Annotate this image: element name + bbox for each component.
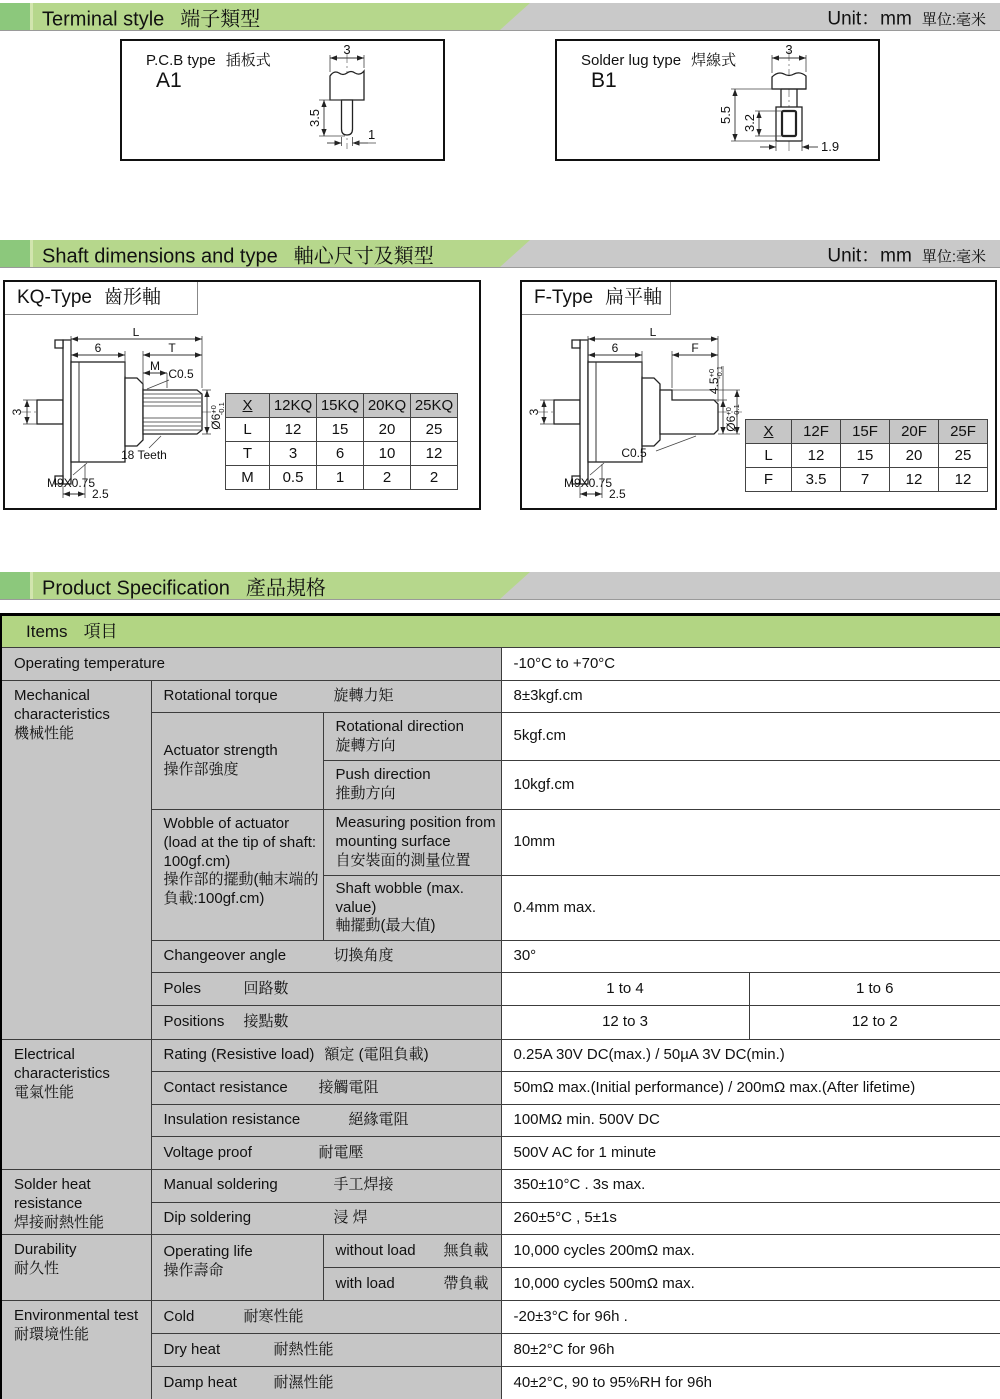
spec-section-title: Product Specification 產品規格 (42, 577, 326, 599)
svg-text:M9X0.75: M9X0.75 (47, 476, 96, 490)
spec-label-cell: Dip soldering 浸 焊 (151, 1202, 501, 1235)
solder-lug-terminal-box (555, 39, 880, 161)
svg-text:3: 3 (785, 43, 793, 57)
spec-label-cell: Operating temperature (1, 648, 501, 681)
shaft-section-header (0, 240, 1000, 268)
spec-value-cell: 50mΩ max.(Initial performance) / 200mΩ max.(After lifetime) (501, 1072, 1000, 1105)
kq-shaft-drawing (9, 328, 227, 504)
unit-label (827, 3, 986, 30)
spec-label-cell: Changeover angle 切換角度 (151, 941, 501, 973)
category-durability: Durability 耐久性 (1, 1235, 151, 1301)
spec-value-cell: 0.4mm max. (501, 876, 1000, 941)
svg-text:F: F (691, 341, 699, 355)
spec-row-operating-temperature (1, 648, 1000, 681)
svg-text:1.9: 1.9 (821, 139, 840, 154)
category-environmental: Environmental test 耐環境性能 (1, 1301, 151, 1399)
pcb-type-label: P.C.B type 插板式 (146, 52, 271, 69)
pcb-code-label: A1 (156, 69, 182, 92)
spec-value-cell: 10,000 cycles 200mΩ max. (501, 1235, 1000, 1268)
b1-terminal-drawing (697, 43, 877, 157)
product-spec-table (0, 613, 1000, 1399)
items-header-cell: Items 項目 (1, 615, 1000, 648)
spec-row-cold (1, 1301, 1000, 1334)
spec-label-cell: Dry heat 耐熱性能 (151, 1334, 501, 1367)
spec-value-cell: 12 to 2 (749, 1006, 1000, 1040)
svg-text:L: L (132, 328, 140, 339)
svg-text:C0.5: C0.5 (621, 446, 647, 460)
spec-section-header (0, 572, 1000, 600)
spec-value-cell: 1 to 4 (501, 973, 749, 1006)
svg-text:18 Teeth: 18 Teeth (121, 448, 167, 462)
spec-row-rating (1, 1040, 1000, 1072)
a1-terminal-drawing (272, 43, 440, 155)
svg-text:2.5: 2.5 (92, 487, 109, 501)
f-type-title: F-Type 扁平軸 (522, 282, 671, 315)
spec-row-positions (1, 1006, 1000, 1040)
spec-value-cell: -20±3°C for 96h . (501, 1301, 1000, 1334)
svg-text:Ø6+0-0.1: $Ø6^{+0}-0.1$ (209, 402, 226, 430)
spec-row-dry-heat (1, 1334, 1000, 1367)
spec-label-cell: Positions 接點數 (151, 1006, 501, 1040)
spec-label-cell: with load 帶負載 (323, 1268, 501, 1301)
header-accent-square (0, 240, 33, 267)
spec-row-voltage-proof (1, 1137, 1000, 1170)
spec-value-cell: 100MΩ min. 500V DC (501, 1105, 1000, 1137)
spec-row-dip-soldering (1, 1202, 1000, 1235)
header-accent-square (0, 572, 33, 599)
spec-label-cell: Insulation resistance 絕緣電阻 (151, 1105, 501, 1137)
svg-text:3: 3 (527, 408, 541, 416)
svg-text:6: 6 (611, 341, 619, 355)
spec-label-cell: Actuator strength 操作部強度 (151, 713, 323, 810)
spec-label-cell: Rotational torque 旋轉力矩 (151, 681, 501, 713)
spec-label-cell: Measuring position from mounting surface 自安裝面的測量位置 (323, 810, 501, 876)
spec-row-without-load (1, 1235, 1000, 1268)
spec-label-cell: Voltage proof 耐電壓 (151, 1137, 501, 1170)
section-title-zh: 端子類型 (180, 8, 261, 30)
f-type-box (520, 280, 997, 510)
svg-text:6: 6 (94, 341, 102, 355)
kq-type-title: KQ-Type 齒形軸 (5, 282, 198, 315)
spec-value-cell: 40±2°C, 90 to 95%RH for 96h (501, 1367, 1000, 1399)
lug-type-label: Solder lug type 焊線式 (581, 52, 737, 69)
unit-zh: 單位:毫米 (921, 11, 986, 28)
svg-text:3: 3 (10, 408, 24, 416)
spec-value-cell: 10mm (501, 810, 1000, 876)
f-table-row: F 3.5 7 12 12 (746, 468, 988, 492)
spec-label-cell: Contact resistance 接觸電阻 (151, 1072, 501, 1105)
svg-text:T: T (168, 341, 176, 355)
spec-label-cell: Rating (Resistive load) 額定 (電阻負載) (151, 1040, 501, 1072)
kq-type-box (3, 280, 481, 510)
spec-label-cell: Rotational direction 旋轉方向 (323, 713, 501, 761)
header-accent-square (0, 3, 33, 30)
kq-dimension-table (225, 393, 458, 490)
spec-value-cell: 0.25A 30V DC(max.) / 50µA 3V DC(min.) (501, 1040, 1000, 1072)
spec-row-contact-resistance (1, 1072, 1000, 1105)
svg-text:2.5: 2.5 (609, 487, 626, 501)
category-mechanical: Mechanical characteristics 機械性能 (1, 681, 151, 1040)
pcb-terminal-box (120, 39, 445, 161)
spec-row-changeover-angle (1, 941, 1000, 973)
spec-value-cell: 500V AC for 1 minute (501, 1137, 1000, 1170)
shaft-section-title: Shaft dimensions and type 軸心尺寸及類型 (42, 245, 434, 267)
svg-text:4.5+0-0.1: $4.5^{+0}-0.1$ (707, 365, 724, 395)
kq-table-row: T 3 6 10 12 (226, 442, 458, 466)
spec-value-cell: 12 to 3 (501, 1006, 749, 1040)
spec-value-cell: 8±3kgf.cm (501, 681, 1000, 713)
svg-text:3: 3 (343, 43, 351, 57)
spec-row-damp-heat (1, 1367, 1000, 1399)
spec-value-cell: 10,000 cycles 500mΩ max. (501, 1268, 1000, 1301)
spec-label-cell: without load 無負載 (323, 1235, 501, 1268)
unit-en: Unit：mm (827, 8, 912, 29)
spec-label-cell: Manual soldering 手工焊接 (151, 1170, 501, 1203)
spec-value-cell: 1 to 6 (749, 973, 1000, 1006)
svg-text:3.5: 3.5 (307, 108, 322, 128)
svg-text:5.5: 5.5 (718, 105, 733, 125)
spec-label-cell: Cold 耐寒性能 (151, 1301, 501, 1334)
svg-text:1: 1 (368, 127, 376, 142)
svg-text:C0.5: C0.5 (168, 367, 194, 381)
terminal-section-title (42, 2, 260, 31)
f-dimension-table (745, 419, 988, 492)
f-table-header-row: X 12F 15F 20F 25F (746, 420, 988, 444)
svg-text:Ø6+0-0.1: $Ø6^{+0}-0.1$ (724, 404, 741, 432)
spec-row-measuring-position (1, 810, 1000, 876)
spec-value-cell: -10°C to +70°C (501, 648, 1000, 681)
f-table-row: L 12 15 20 25 (746, 444, 988, 468)
spec-value-cell: 80±2°C for 96h (501, 1334, 1000, 1367)
spec-label-cell: Shaft wobble (max. value) 軸擺動(最大值) (323, 876, 501, 941)
spec-value-cell: 5kgf.cm (501, 713, 1000, 761)
spec-row-manual-soldering (1, 1170, 1000, 1203)
kq-table-header-row: X 12KQ 15KQ 20KQ 25KQ (226, 394, 458, 418)
svg-text:M: M (150, 359, 160, 373)
category-electrical: Electrical characteristics 電氣性能 (1, 1040, 151, 1170)
spec-value-cell: 10kgf.cm (501, 761, 1000, 810)
unit-label: Unit：mm 單位:毫米 (827, 245, 986, 266)
svg-text:3.2: 3.2 (742, 113, 757, 133)
spec-label-cell: Push direction 推動方向 (323, 761, 501, 810)
svg-text:L: L (649, 328, 657, 339)
spec-row-insulation-resistance (1, 1105, 1000, 1137)
lug-code-label: B1 (591, 69, 617, 92)
spec-row-rotational-torque (1, 681, 1000, 713)
spec-label-cell: Damp heat 耐濕性能 (151, 1367, 501, 1399)
spec-value-cell: 260±5°C , 5±1s (501, 1202, 1000, 1235)
spec-label-cell: Poles 回路數 (151, 973, 501, 1006)
kq-table-row: M 0.5 1 2 2 (226, 466, 458, 490)
category-solder-heat: Solder heat resistance 焊接耐熱性能 (1, 1170, 151, 1235)
section-title-en: Terminal style (42, 8, 165, 30)
spec-items-header-row (1, 615, 1000, 648)
spec-label-cell: Operating life 操作壽命 (151, 1235, 323, 1301)
spec-value-cell: 30° (501, 941, 1000, 973)
spec-value-cell: 350±10°C . 3s max. (501, 1170, 1000, 1203)
f-shaft-drawing (526, 328, 744, 504)
terminal-section-header (0, 3, 1000, 31)
svg-text:M9X0.75: M9X0.75 (564, 476, 613, 490)
spec-label-cell: Wobble of actuator (load at the tip of shaft: 100gf.cm) 操作部的擺動(軸末端的負載:100gf.cm) (151, 810, 323, 941)
spec-row-rotational-direction (1, 713, 1000, 761)
kq-table-row: L 12 15 20 25 (226, 418, 458, 442)
spec-row-poles (1, 973, 1000, 1006)
